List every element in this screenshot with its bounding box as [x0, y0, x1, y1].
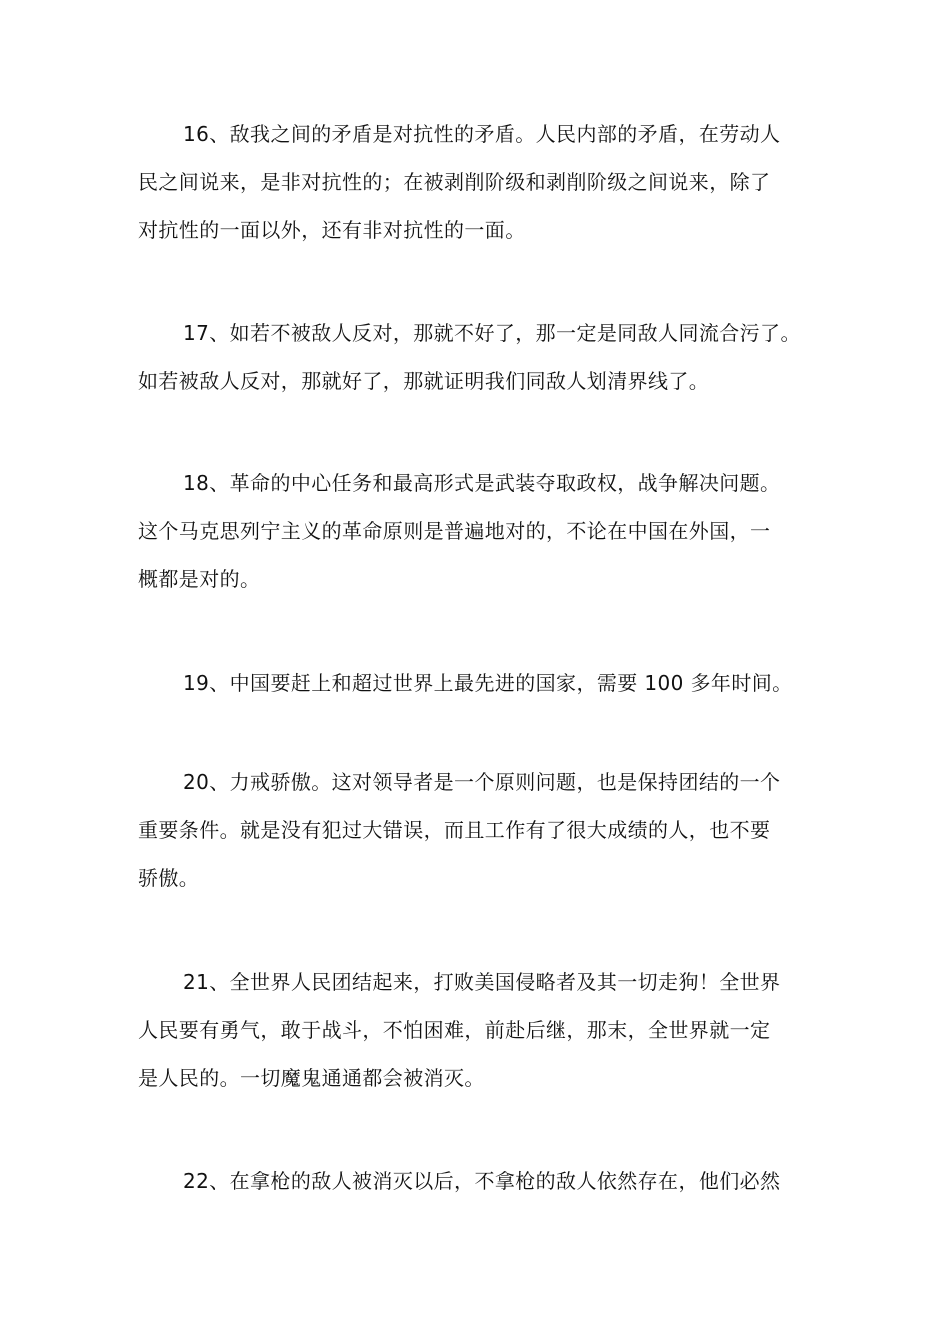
paragraph-19	[138, 659, 818, 707]
paragraph-22	[138, 1157, 818, 1205]
paragraph-line: 21、全世界人民团结起来，打败美国侵略者及其一切走狗！全世界	[183, 970, 781, 994]
paragraph-20	[138, 758, 818, 902]
paragraph-18	[138, 459, 818, 603]
paragraph-line: 19、中国要赶上和超过世界上最先进的国家，需要 100 多年时间。	[183, 671, 793, 695]
paragraph-line: 人民要有勇气，敢于战斗，不怕困难，前赴后继，那末，全世界就一定	[138, 1018, 771, 1042]
paragraph-line: 如若被敌人反对，那就好了，那就证明我们同敌人划清界线了。	[138, 369, 710, 393]
paragraph-line: 重要条件。就是没有犯过大错误，而且工作有了很大成绩的人，也不要	[138, 818, 771, 842]
paragraph-16	[138, 110, 818, 254]
paragraph-line: 17、如若不被敌人反对，那就不好了，那一定是同敌人同流合污了。	[183, 321, 801, 345]
paragraph-line: 民之间说来，是非对抗性的；在被剥削阶级和剥削阶级之间说来，除了	[138, 170, 771, 194]
paragraph-21	[138, 958, 818, 1102]
paragraph-line: 18、革命的中心任务和最高形式是武装夺取政权，战争解决问题。	[183, 471, 781, 495]
paragraph-line: 16、敌我之间的矛盾是对抗性的矛盾。人民内部的矛盾，在劳动人	[183, 122, 781, 146]
paragraph-line: 概都是对的。	[138, 567, 261, 591]
paragraph-line: 20、力戒骄傲。这对领导者是一个原则问题，也是保持团结的一个	[183, 770, 781, 794]
paragraph-line: 这个马克思列宁主义的革命原则是普遍地对的，不论在中国在外国，一	[138, 519, 771, 543]
paragraph-line: 是人民的。一切魔鬼通通都会被消灭。	[138, 1066, 485, 1090]
paragraph-17	[138, 309, 818, 405]
paragraph-line: 对抗性的一面以外，还有非对抗性的一面。	[138, 218, 526, 242]
paragraph-line: 骄傲。	[138, 866, 200, 890]
paragraph-line: 22、在拿枪的敌人被消灭以后，不拿枪的敌人依然存在，他们必然	[183, 1169, 781, 1193]
